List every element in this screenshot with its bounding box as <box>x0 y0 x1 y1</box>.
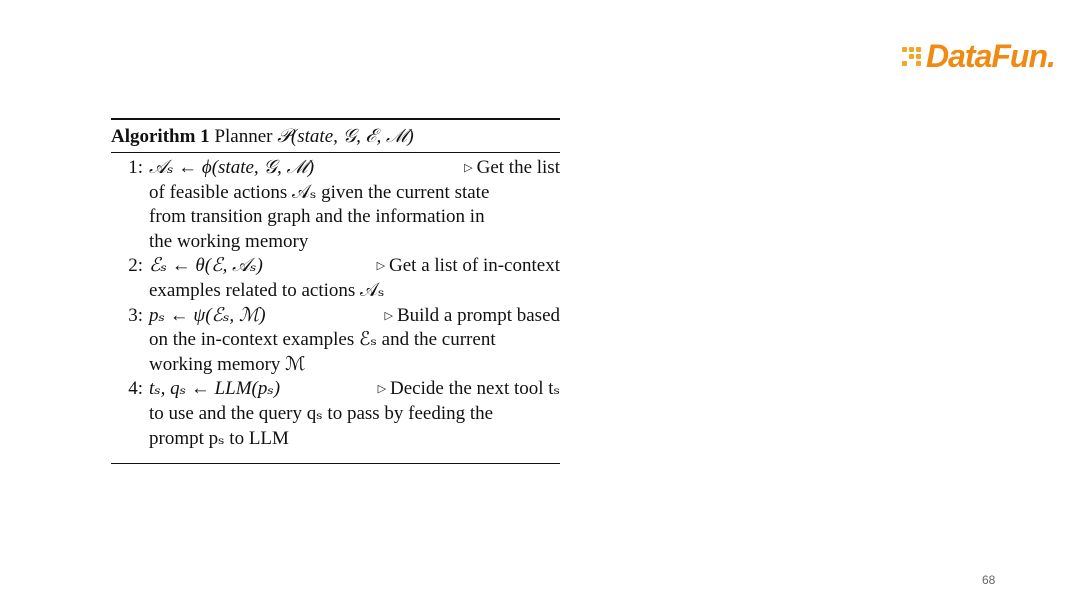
logo-dots-icon <box>902 41 924 71</box>
page-number: 68 <box>982 573 996 587</box>
datafun-logo <box>902 34 1055 78</box>
step-text: to use and the query qₛ to pass by feeding the <box>149 402 494 424</box>
step-comment: ▷ Build a prompt based <box>384 304 560 326</box>
algorithm-label: Algorithm 1 <box>111 126 210 147</box>
step-text: prompt pₛ to LLM <box>149 427 289 449</box>
step-number: 3: <box>128 304 143 326</box>
step-code: 𝒜ₛ ← ϕ(state, 𝒢, ℳ) <box>149 157 315 178</box>
step-comment: ▷ Get the list <box>464 157 560 178</box>
step-comment: ▷ Decide the next tool tₛ <box>377 378 560 400</box>
step-text: of feasible actions 𝒜ₛ given the current state <box>149 181 490 203</box>
triangle-icon: ▷ <box>464 161 473 174</box>
algorithm-title <box>111 120 560 149</box>
step-text: on the in-context examples ℰₛ and the current <box>149 329 496 351</box>
step-text: the working memory <box>149 230 309 252</box>
step-text: from transition graph and the information in <box>149 206 485 228</box>
algorithm-steps <box>111 153 560 451</box>
step-code: ℰₛ ← θ(ℰ, 𝒜ₛ) <box>149 255 263 277</box>
step-code: tₛ, qₛ ← LLM(pₛ) <box>149 378 281 400</box>
algorithm-box <box>111 118 560 464</box>
triangle-icon: ▷ <box>377 382 387 396</box>
algorithm-step <box>111 304 560 378</box>
step-number: 1: <box>128 157 143 178</box>
algorithm-step <box>111 254 560 303</box>
logo-text: DataFun. <box>926 37 1055 74</box>
step-text: working memory ℳ <box>149 353 306 375</box>
step-text: examples related to actions 𝒜ₛ <box>149 279 385 301</box>
algorithm-name: Planner <box>214 126 273 147</box>
triangle-icon: ▷ <box>384 308 393 322</box>
step-number: 4: <box>128 378 143 400</box>
triangle-icon: ▷ <box>376 259 386 273</box>
algorithm-step <box>111 156 560 254</box>
algorithm-signature: 𝒫(state, 𝒢, ℰ, ℳ) <box>277 126 414 147</box>
bottom-rule <box>111 463 560 464</box>
algorithm-step <box>111 377 560 451</box>
step-comment: ▷ Get a list of in-context <box>376 255 560 277</box>
step-code: pₛ ← ψ(ℰₛ, ℳ) <box>149 304 266 326</box>
step-number: 2: <box>128 255 143 277</box>
